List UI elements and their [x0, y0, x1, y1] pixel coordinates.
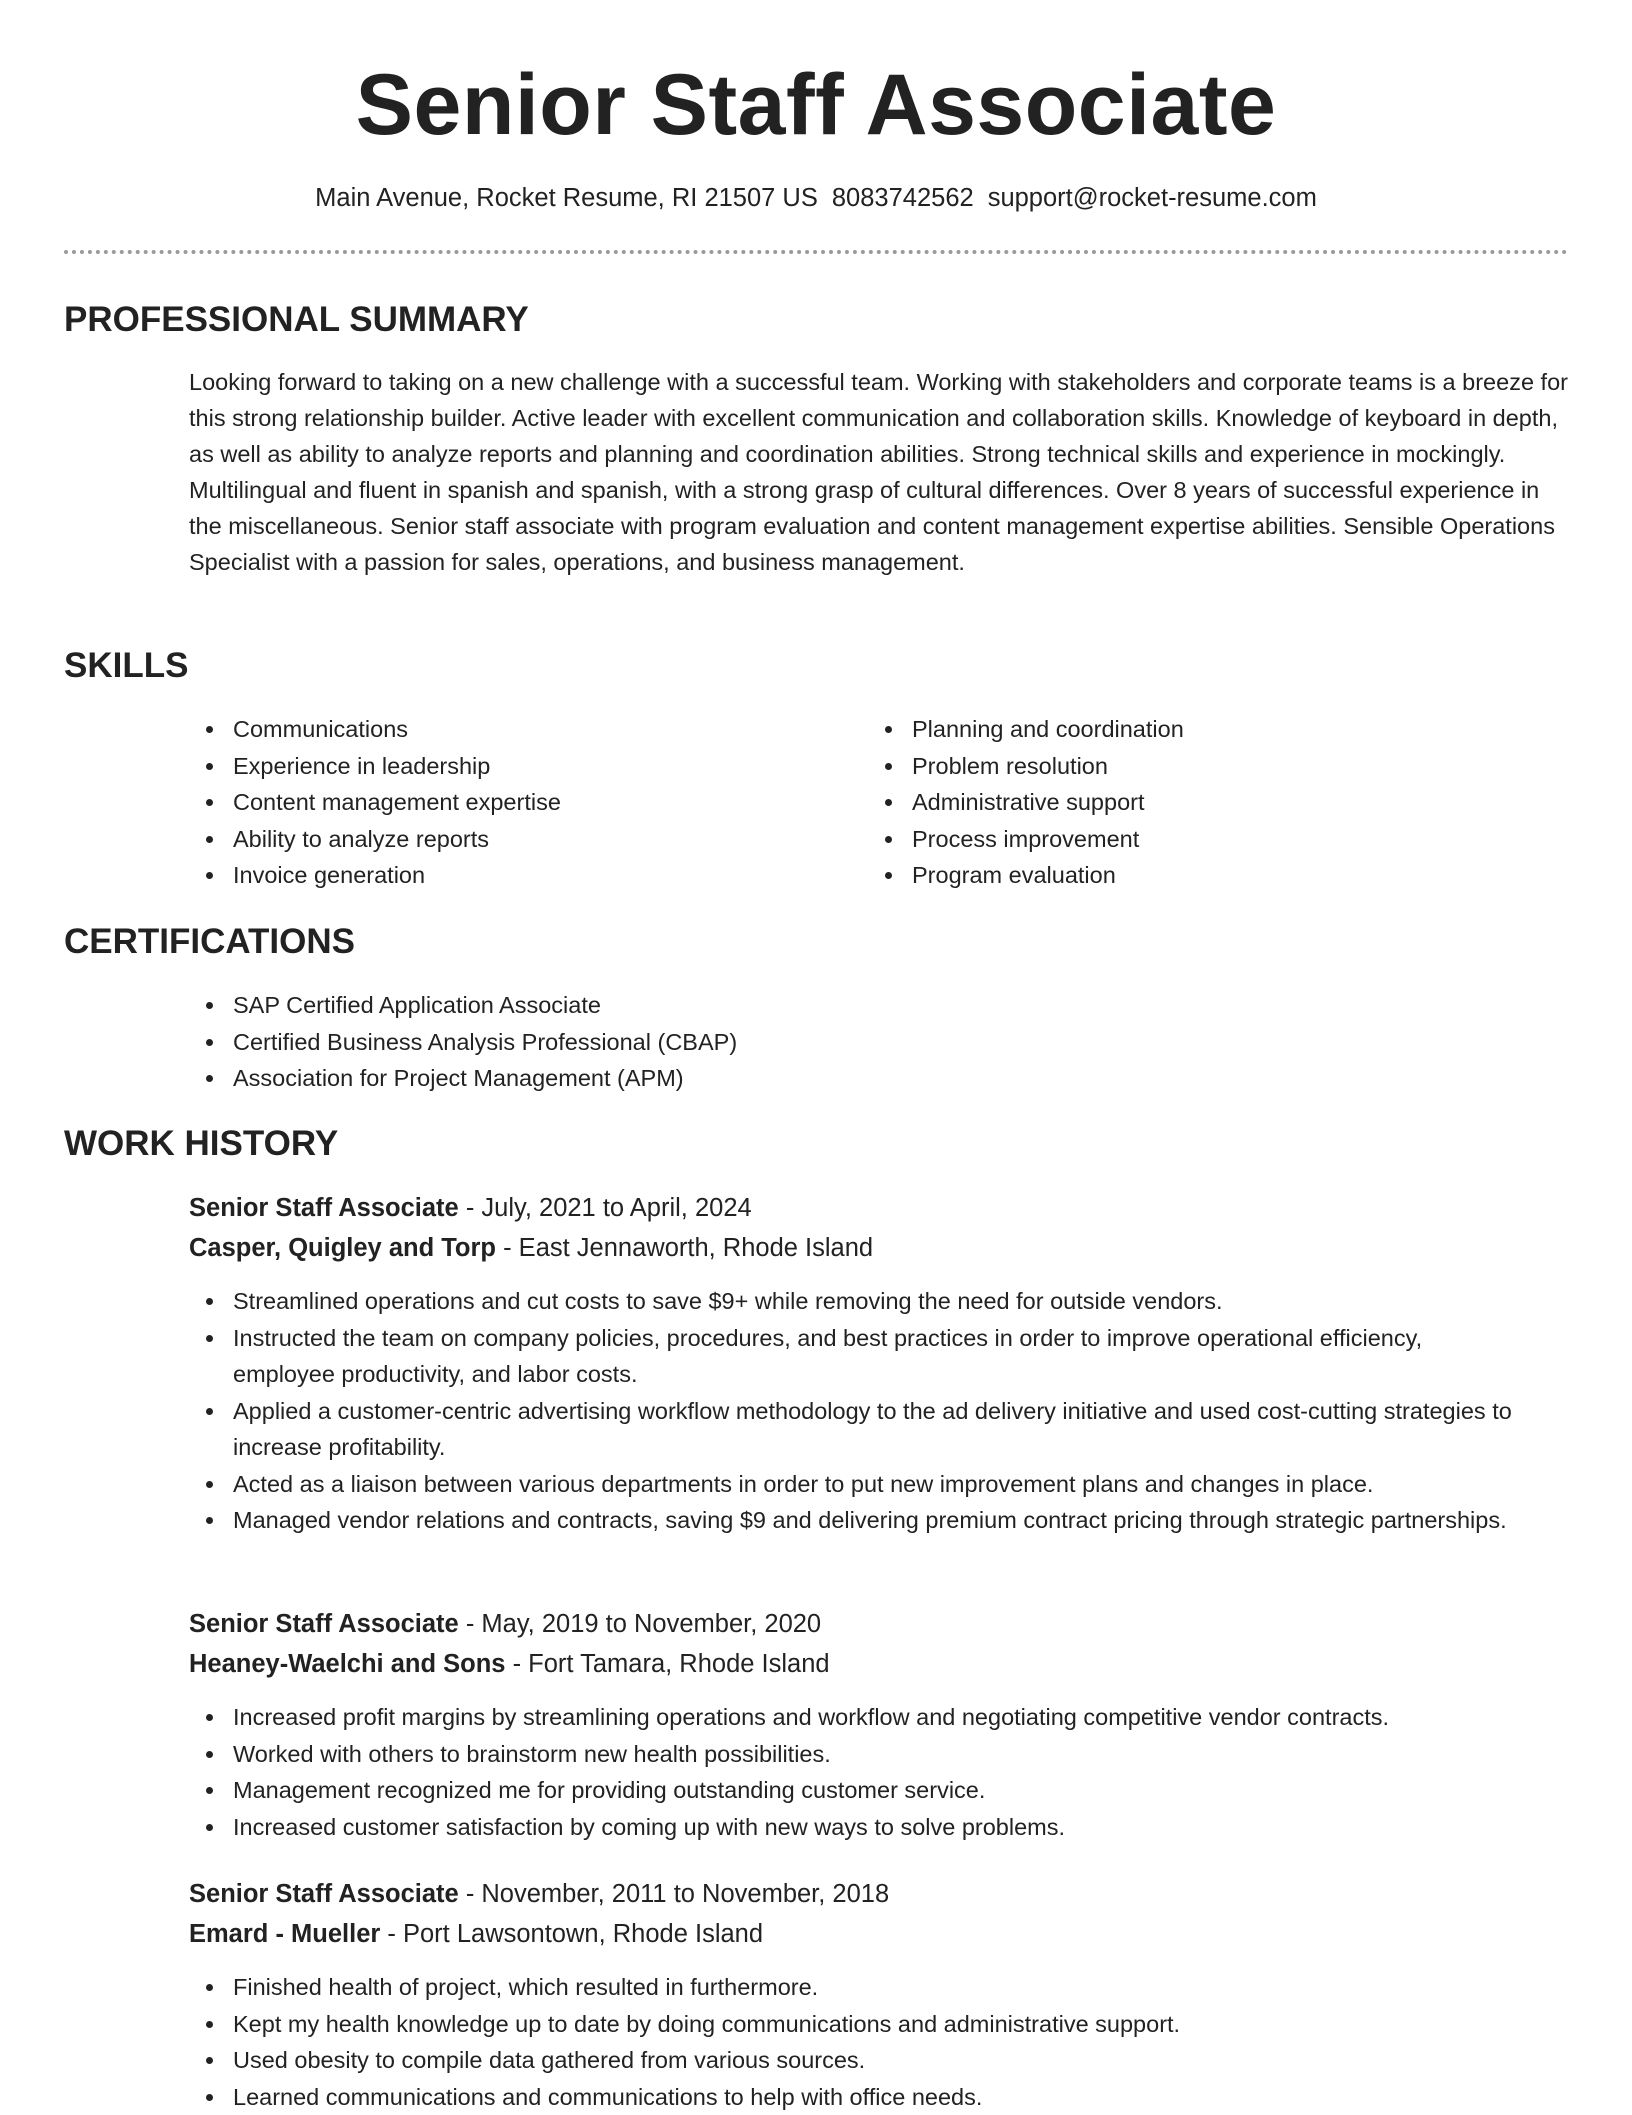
- job-company: Heaney-Waelchi and Sons: [189, 1650, 505, 1678]
- job-bullet: Learned communications and communications to help with office needs.: [189, 2079, 1529, 2115]
- work-history-heading: WORK HISTORY: [64, 1122, 1568, 1166]
- job-dates: - July, 2021 to April, 2024: [466, 1194, 752, 1222]
- summary-text: Looking forward to taking on a new challenge with a successful team. Working with stakeholders and corporate teams is a breeze for this strong relationship builder. Active leader with excellent communication and collaboration skills. Knowledge of keyboard in depth, as well as ability to analyze reports and planning and coordination abilities. Strong technical skills and experience in mockingly. Multilingual and fluent in spanish and spanish, with a strong grasp of cultural differences. Over 8 years of successful experience in the miscellaneous. Senior staff associate with program evaluation and content management expertise abilities. Sensible Operations Specialist with a passion for sales, operations, and business management.: [189, 364, 1569, 580]
- job-bullets: [189, 1699, 1529, 1845]
- job-bullet: Applied a customer-centric advertising workflow methodology to the ad delivery initiative and used cost-cutting strategies to increase profitability.: [189, 1393, 1529, 1466]
- job-dates: - November, 2011 to November, 2018: [466, 1880, 889, 1908]
- job-bullet: Finished health of project, which resulted in furthermore.: [189, 1969, 1529, 2006]
- skills-left-column: [189, 711, 849, 894]
- job-company-line: [189, 1914, 1569, 1954]
- skill-item: Problem resolution: [868, 748, 1548, 785]
- skill-item: Content management expertise: [189, 784, 849, 821]
- work-history-section: [64, 1122, 1568, 1166]
- job-bullets: [189, 1969, 1529, 2115]
- job-company: Emard - Mueller: [189, 1920, 380, 1948]
- job-title-line: [189, 1874, 1569, 1914]
- job-title: Senior Staff Associate: [189, 1610, 459, 1638]
- job-title-line: [189, 1188, 1569, 1228]
- job-bullet: Used obesity to compile data gathered from various sources.: [189, 2042, 1529, 2079]
- job-company-line: [189, 1644, 1569, 1684]
- certification-item: Association for Project Management (APM): [189, 1060, 1549, 1097]
- job-title-line: [189, 1604, 1569, 1644]
- skill-item: Experience in leadership: [189, 748, 849, 785]
- job-bullet: Worked with others to brainstorm new health possibilities.: [189, 1736, 1529, 1773]
- skills-section: [64, 644, 1568, 688]
- skill-item: Process improvement: [868, 821, 1548, 858]
- job-bullet: Managed vendor relations and contracts, saving $9 and delivering premium contract pricing through strategic partnerships.: [189, 1502, 1529, 1539]
- job-bullet: Management recognized me for providing outstanding customer service.: [189, 1772, 1529, 1809]
- certification-item: SAP Certified Application Associate: [189, 987, 1549, 1024]
- job-location: - Port Lawsontown, Rhode Island: [387, 1920, 763, 1948]
- job-bullet: Increased profit margins by streamlining operations and workflow and negotiating competitive vendor contracts.: [189, 1699, 1529, 1736]
- job-company: Casper, Quigley and Torp: [189, 1234, 496, 1262]
- job-bullet: Instructed the team on company policies, procedures, and best practices in order to improve operational efficiency, employee productivity, and labor costs.: [189, 1320, 1529, 1393]
- job-bullet: Streamlined operations and cut costs to save $9+ while removing the need for outside vendors.: [189, 1283, 1529, 1320]
- contact-email[interactable]: support@rocket-resume.com: [988, 184, 1317, 212]
- job-bullets: [189, 1283, 1529, 1539]
- job-bullet: Acted as a liaison between various departments in order to put new improvement plans and changes in place.: [189, 1466, 1529, 1503]
- skill-item: Planning and coordination: [868, 711, 1548, 748]
- job-company-line: [189, 1228, 1569, 1268]
- certifications-heading: CERTIFICATIONS: [64, 920, 1568, 964]
- job-title: Senior Staff Associate: [189, 1880, 459, 1908]
- skills-heading: SKILLS: [64, 644, 1568, 688]
- job-location: - Fort Tamara, Rhode Island: [513, 1650, 830, 1678]
- skills-right-column: [868, 711, 1548, 894]
- skill-item: Invoice generation: [189, 857, 849, 894]
- job-bullet: Kept my health knowledge up to date by doing communications and administrative support.: [189, 2006, 1529, 2043]
- contact-line: [0, 180, 1632, 216]
- certifications-section: [64, 920, 1568, 964]
- job-dates: - May, 2019 to November, 2020: [466, 1610, 821, 1638]
- job-location: - East Jennaworth, Rhode Island: [503, 1234, 873, 1262]
- job-title: Senior Staff Associate: [189, 1194, 459, 1222]
- summary-section: [64, 298, 1568, 342]
- contact-address: Main Avenue, Rocket Resume, RI 21507 US: [315, 184, 818, 212]
- job-bullet: Increased customer satisfaction by coming up with new ways to solve problems.: [189, 1809, 1529, 1846]
- certifications-list: [189, 987, 1549, 1097]
- header-divider: [64, 250, 1568, 254]
- certification-item: Certified Business Analysis Professional (CBAP): [189, 1024, 1549, 1061]
- skill-item: Program evaluation: [868, 857, 1548, 894]
- skill-item: Communications: [189, 711, 849, 748]
- contact-phone: 8083742562: [832, 184, 974, 212]
- skill-item: Administrative support: [868, 784, 1548, 821]
- resume-name: Senior Staff Associate: [0, 50, 1632, 160]
- skill-item: Ability to analyze reports: [189, 821, 849, 858]
- summary-heading: PROFESSIONAL SUMMARY: [64, 298, 1568, 342]
